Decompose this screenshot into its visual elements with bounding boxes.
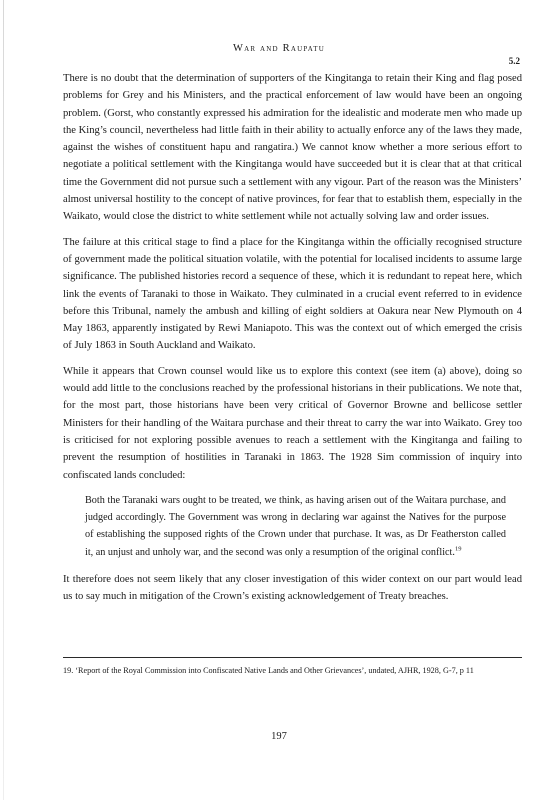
paragraph-2: The failure at this critical stage to find a place for the Kingitanga within the officially recognised structure of government made the political situation volatile, with the potential for localised incidents to assume large significance. The published histories record a sequence of these, which it is redundant to repeat here, which link the events of Taranaki to those in Waikato. They culminated in a crucial event referred to in evidence before this Tribunal, namely the ambush and killing of eight soldiers at Oakura near New Plymouth on 4 May 1863, apparently instigated by Rewi Maniapoto. This was the context out of which emerged the crisis of July 1863 in South Auckland and Waikato. [63,236,522,352]
page-number: 197 [271,731,287,742]
closing-paragraph: It therefore does not seem likely that any closer investigation of this wider context on our part would lead us to say much in mitigation of the Crown’s existing acknowledgement of Treaty breaches. [63,574,522,603]
scan-margin-edge [3,0,4,800]
footnote: 19. ‘Report of the Royal Commission into Confiscated Native Lands and Other Grievances’, undated, AJHR, 1928, G-7, p 11 [63,666,474,675]
section-number: 5.2 [508,56,520,66]
paragraph-3: While it appears that Crown counsel would like us to explore this context (see item (a) above), doing so would add little to the conclusions reached by the professional historians in their publications. We note that, for the most part, those historians have been very critical of Governor Browne and bellicose settler Ministers for their handling of the Waitara purchase and their threat to carry the war into Waikato. Grey too is criticised for not exploring possible avenues to reach a settlement with the Kingitanga and failing to prevent the resumption of hostilities in Taranaki in 1863. The 1928 Sim commission of inquiry into confiscated lands concluded: [63,365,522,481]
quote-text: Both the Taranaki wars ought to be treated, we think, as having arisen out of the Waitara purchase, and judged accordingly. The Government was wrong in declaring war against the Natives for the purpose of establishing the supposed rights of the Crown under that purchase. It was, as Dr Featherston called it, an unjust and unholy war, and the second was only a resumption of the original conflict. [85,494,506,558]
block-quote [85,492,506,561]
footnote-divider [63,657,522,658]
paragraph-1: There is no doubt that the determination of supporters of the Kingitanga to retain their King and flag posed problems for Grey and his Ministers, and the practical enforcement of law would have been an ongoing problem. (Gorst, who constantly expressed his admiration for the idealistic and moderate men who made up the King’s council, nevertheless had little faith in their ability to actually enforce any of the laws they made, against the wishes of constituent hapu and rangatira.) We cannot know whether a more serious effort to negotiate a political settlement with the Kingitanga would have succeeded but it is clear that at that critical time the Government did not pursue such a settlement with any vigour. Part of the reason was the Ministers’ almost universal hostility to the concept of native provinces, for fear that to establish them, especially in the Waikato, would close the district to white settlement while not actually solving law and order issues. [63,73,522,223]
body-text [63,70,522,614]
footnote-reference[interactable]: 19 [454,545,462,553]
running-header: War and Raupatu [232,43,326,54]
